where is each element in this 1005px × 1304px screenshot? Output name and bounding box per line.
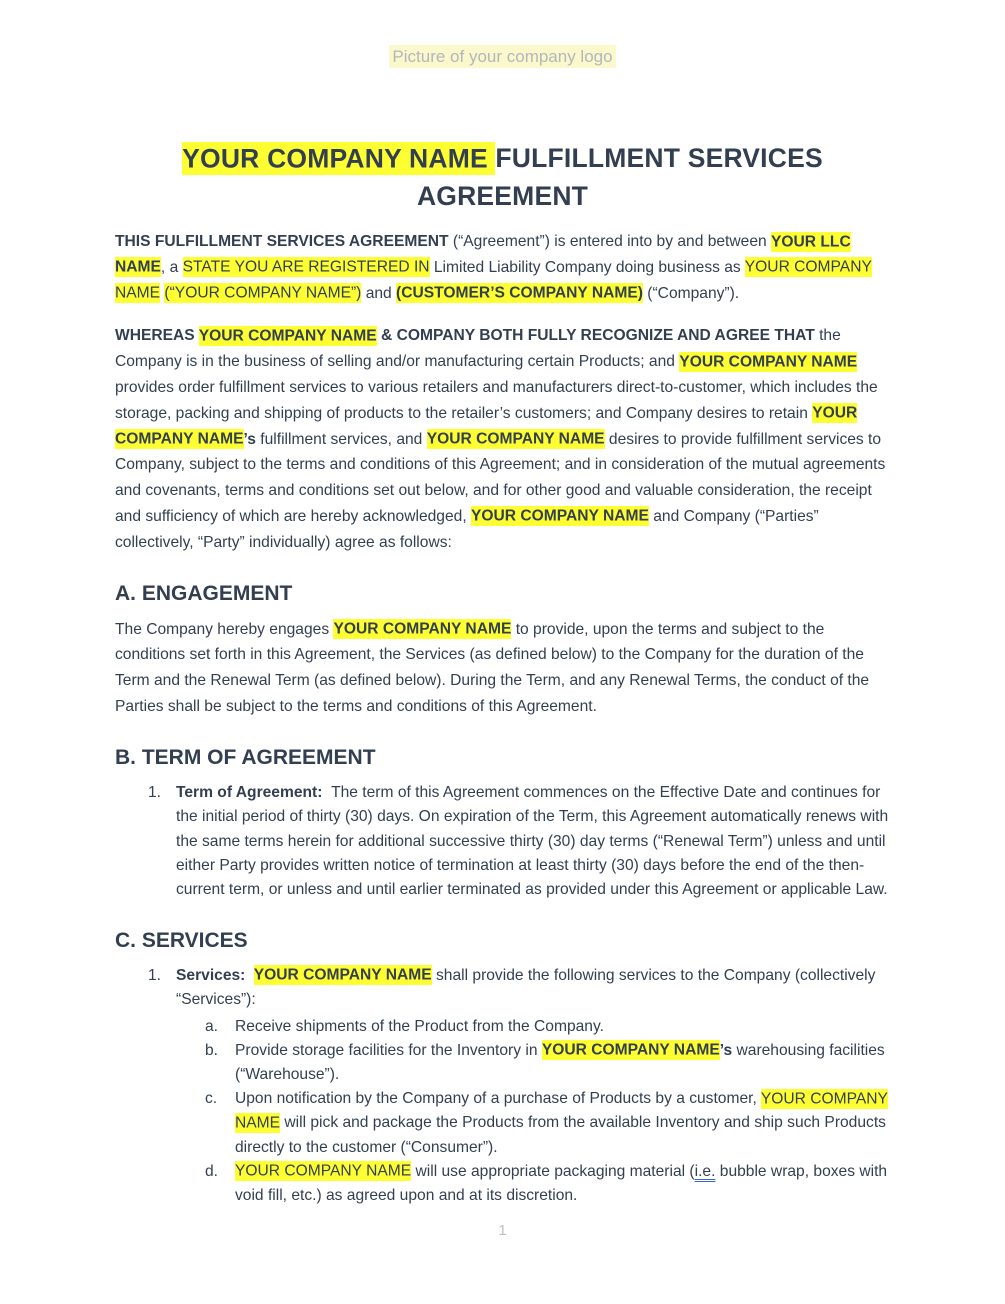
text-run: will pick and package the Products from the available Inventory and ship such Products directly to the customer (“Consumer”). xyxy=(235,1114,886,1156)
intro-paragraph xyxy=(115,229,890,306)
company-name-placeholder: YOUR COMPANY NAME xyxy=(235,1162,412,1180)
company-name-placeholder: YOUR COMPANY NAME xyxy=(253,966,432,984)
sub-list-item-text xyxy=(235,1039,890,1087)
company-name-placeholder: YOUR COMPANY NAME xyxy=(198,327,377,345)
text-run: (“Company”). xyxy=(642,284,740,302)
text-run: shall provide the following services to the Company (collectively “Services”): xyxy=(176,966,876,1009)
text-run: ’s xyxy=(243,430,256,448)
logo-placeholder-text: Picture of your company logo xyxy=(389,45,615,68)
text-run: The term of this Agreement commences on the Effective Date and continues for the initial period of thirty (30) days. On expiration of the Term, this Agreement automatically renews with the same terms herein for additional successive thirty (30) day terms (“Renewal Term”) unless and until either Party provides written notice of termination at least thirty (30) days before the end of the then-current term, or unless and until earlier terminated as provided under this Agreement or applicable Law. xyxy=(176,783,889,899)
sub-list-item-text xyxy=(235,1087,890,1160)
text-run: Receive shipments of the Product from the Company. xyxy=(235,1017,604,1035)
text-run: Term of Agreement: xyxy=(176,783,332,801)
company-name-placeholder: YOUR COMPANY NAME xyxy=(115,258,872,302)
text-run: Limited Liability Company doing business as xyxy=(429,258,745,276)
text-run: provides order fulfillment services to various retailers and manufacturers direct-to-customer, which includes the storage, packing and shipping of products to the retailer’s customers; and Company desires to retain xyxy=(115,378,878,422)
text-run: will use appropriate packaging material ( xyxy=(411,1162,695,1180)
sub-list-item-d xyxy=(205,1160,890,1208)
text-run: Upon notification by the Company of a purchase of Products by a customer, xyxy=(235,1090,761,1108)
company-name-placeholder: (“YOUR COMPANY NAME”) xyxy=(164,284,362,302)
sub-list-letter: d. xyxy=(205,1162,219,1180)
list-item-services xyxy=(148,964,890,1013)
sub-list-letter: b. xyxy=(205,1041,219,1059)
text-run: and Company (“Parties” collectively, “Party” individually) agree as follows: xyxy=(115,507,819,551)
section-heading-engagement: A. ENGAGEMENT xyxy=(115,581,293,605)
customer-company-placeholder: (CUSTOMER’S COMPANY NAME) xyxy=(396,284,643,302)
company-name-placeholder: YOUR COMPANY NAME xyxy=(235,1090,888,1132)
sub-list-item-text xyxy=(235,1160,890,1208)
text-run: , a xyxy=(160,258,183,276)
company-name-placeholder: YOUR COMPANY NAME xyxy=(426,430,605,448)
list-number: 1. xyxy=(148,966,162,984)
page-number: 1 xyxy=(498,1222,507,1239)
title-text: FULFILLMENT SERVICES AGREEMENT xyxy=(416,143,823,211)
sub-list-letter: a. xyxy=(205,1017,219,1035)
sub-list-item-a xyxy=(205,1015,890,1039)
sub-list-item-c xyxy=(205,1087,890,1160)
section-heading-term: B. TERM OF AGREEMENT xyxy=(115,745,376,769)
text-run: desires to provide fulfillment services to Company, subject to the terms and conditions of this Agreement; and in consideration of the mutual agreements and covenants, terms and conditions set out below, and for other good and valuable consideration, the receipt and sufficiency of which are hereby acknowledged, xyxy=(115,430,886,525)
text-run: Services: xyxy=(176,966,254,984)
text-run: The Company hereby engages xyxy=(115,620,334,638)
text-run: Provide storage facilities for the Inventory in xyxy=(235,1041,542,1059)
text-run: warehousing facilities (“Warehouse”). xyxy=(235,1041,885,1083)
text-run: (“Agreement”) is entered into by and between xyxy=(452,233,772,250)
sub-list-item-b xyxy=(205,1039,890,1087)
text-run: ’s xyxy=(719,1041,733,1059)
company-name-placeholder: YOUR COMPANY NAME xyxy=(541,1041,720,1059)
list-item-text xyxy=(176,964,890,1013)
text-run: and xyxy=(361,284,397,302)
sub-list-item-text xyxy=(235,1015,890,1039)
company-name-placeholder: YOUR COMPANY NAME xyxy=(333,620,512,638)
whereas-paragraph xyxy=(115,323,890,555)
llc-name-placeholder: YOUR LLC NAME xyxy=(115,233,851,276)
list-item-term-of-agreement xyxy=(148,781,890,903)
logo-placeholder xyxy=(115,45,890,69)
section-heading-services: C. SERVICES xyxy=(115,928,248,952)
text-run: bubble wrap, boxes with void fill, etc.) as agreed upon and at its discretion. xyxy=(235,1162,888,1205)
sub-list-letter: c. xyxy=(205,1090,218,1108)
text-run: to provide, upon the terms and subject to the conditions set forth in this Agreement, the Services (as defined below) to the Company for the duration of the Term and the Renewal Term (as defined below). During the Term, and any Renewal Terms, the conduct of the Parties shall be subject to the terms and conditions of this Agreement. xyxy=(115,620,870,715)
text-run: WHEREAS xyxy=(115,327,199,345)
text-run: the Company is in the business of selling and/or manufacturing certain Products; and xyxy=(115,327,841,371)
document-title xyxy=(115,139,890,215)
grammar-marked-text: i.e. xyxy=(694,1162,716,1180)
engagement-paragraph xyxy=(115,617,890,720)
company-name-placeholder: YOUR COMPANY NAME xyxy=(115,404,858,448)
company-name-placeholder: YOUR COMPANY NAME xyxy=(182,143,496,173)
text-run: fulfillment services, and xyxy=(255,430,427,448)
state-placeholder: STATE YOU ARE REGISTERED IN xyxy=(182,258,430,276)
list-item-text xyxy=(176,781,890,903)
text-run: & COMPANY BOTH FULLY RECOGNIZE AND AGREE THAT xyxy=(376,327,820,345)
list-number: 1. xyxy=(148,783,162,801)
text-run: THIS FULFILLMENT SERVICES AGREEMENT xyxy=(115,233,453,250)
company-name-placeholder: YOUR COMPANY NAME xyxy=(679,353,858,371)
company-name-placeholder: YOUR COMPANY NAME xyxy=(470,507,649,525)
